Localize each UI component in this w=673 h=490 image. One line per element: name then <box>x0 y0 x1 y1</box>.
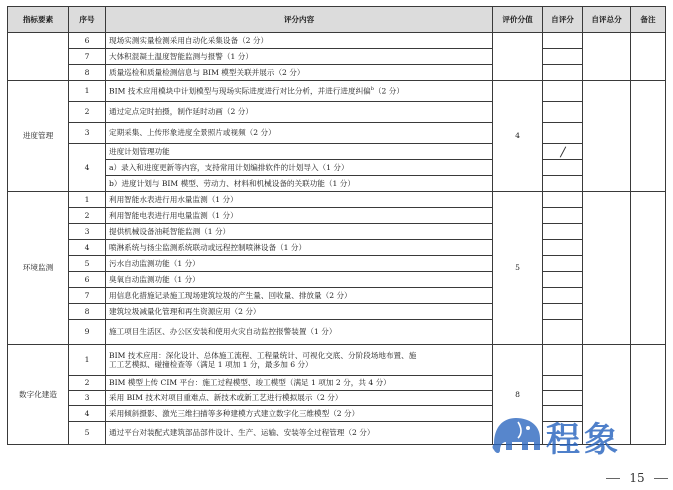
row-no: 4 <box>69 406 106 422</box>
row-no: 6 <box>69 272 106 288</box>
scoring-table <box>7 6 666 445</box>
row-no: 1 <box>69 192 106 208</box>
row-no: 8 <box>69 65 106 81</box>
row-content-score: （2 分） <box>373 86 404 96</box>
elephant-icon <box>488 406 544 456</box>
self-total-cell <box>583 33 631 81</box>
table-row <box>8 192 666 208</box>
table-row <box>8 376 666 391</box>
table-row <box>8 65 666 81</box>
row-content-line: BIM 技术应用：深化设计、总体施工流程、工程量统计、可视化交底、分阶段场地布置、施 <box>109 350 417 360</box>
factor-progress: 进度管理 <box>8 81 69 192</box>
row-no: 1 <box>69 345 106 376</box>
table-row <box>8 224 666 240</box>
self-score-cell <box>543 208 583 224</box>
footer-line-left <box>606 478 620 479</box>
self-score-cell <box>543 192 583 208</box>
header-remark: 备注 <box>631 7 666 33</box>
value-digital: 8 <box>493 345 543 445</box>
table-header-row <box>8 7 666 33</box>
table-row <box>8 176 666 192</box>
table-row <box>8 33 666 49</box>
row-no: 5 <box>69 422 106 445</box>
row-content: 利用智能电表进行用电量监测（1 分） <box>106 208 493 224</box>
row-no: 3 <box>69 224 106 240</box>
table-row <box>8 208 666 224</box>
row-no: 8 <box>69 304 106 320</box>
self-score-cell <box>543 288 583 304</box>
row-no: 2 <box>69 102 106 123</box>
self-score-slash-cell <box>543 144 583 160</box>
row-no: 6 <box>69 33 106 49</box>
remark-cell <box>631 192 666 345</box>
table-row <box>8 272 666 288</box>
self-score-cell <box>543 160 583 176</box>
remark-cell <box>631 33 666 81</box>
row-content: 污水自动监测功能（1 分） <box>106 256 493 272</box>
row-content: 喷淋系统与扬尘监测系统联动或远程控制喷淋设备（1 分） <box>106 240 493 256</box>
row-content: 现场实测实量检测采用自动化采集设备（2 分） <box>106 33 493 49</box>
self-score-cell <box>543 81 583 102</box>
header-no: 序号 <box>69 7 106 33</box>
row-content: 采用倾斜摄影、激光三维扫描等多种建模方式建立数字化三维模型（2 分） <box>106 406 493 422</box>
factor-environment: 环境监测 <box>8 192 69 345</box>
header-value: 评价分值 <box>493 7 543 33</box>
table-row <box>8 256 666 272</box>
header-factor: 指标要素 <box>8 7 69 33</box>
self-score-cell <box>543 102 583 123</box>
row-no: 7 <box>69 288 106 304</box>
self-total-cell <box>583 81 631 192</box>
row-content: 质量巡检和质量检测信息与 BIM 模型关联并展示（2 分） <box>106 65 493 81</box>
table-row <box>8 102 666 123</box>
row-content: 大体积混凝土温度智能监测与报警（1 分） <box>106 49 493 65</box>
row-content: 采用 BIM 技术对项目重难点、新技术或新工艺进行模拟展示（2 分） <box>106 391 493 406</box>
self-score-cell <box>543 320 583 345</box>
row-content-line: 工工艺模拟、碰撞检查等（满足 1 项加 1 分，最多加 6 分） <box>109 360 313 369</box>
watermark-logo <box>488 406 648 462</box>
row-content: 臭氧自动监测功能（1 分） <box>106 272 493 288</box>
table-row <box>8 144 666 160</box>
table-row <box>8 160 666 176</box>
self-score-cell <box>543 272 583 288</box>
self-score-cell <box>543 391 583 406</box>
factor-digital: 数字化建造 <box>8 345 69 445</box>
table-row <box>8 240 666 256</box>
table-row <box>8 81 666 102</box>
table-row <box>8 123 666 144</box>
footer-line-right <box>654 478 668 479</box>
self-score-cell <box>543 240 583 256</box>
row-no: 3 <box>69 391 106 406</box>
value-cell-quality <box>493 33 543 81</box>
self-score-cell <box>543 376 583 391</box>
self-score-cell <box>543 256 583 272</box>
row-content: 进度计划管理功能 <box>106 144 493 160</box>
header-content: 评分内容 <box>106 7 493 33</box>
row-content: 通过定点定时拍摄，制作延时动画（2 分） <box>106 102 493 123</box>
row-content: BIM 模型上传 CIM 平台：施工过程模型、竣工模型（满足 1 项加 2 分，共 4 分） <box>106 376 493 391</box>
header-self-score: 自评分 <box>543 7 583 33</box>
self-score-cell <box>543 65 583 81</box>
slash-mark-icon <box>559 146 566 157</box>
row-content: 定期采集、上传形象进度全景照片或视频（2 分） <box>106 123 493 144</box>
row-content: 用信息化措施记录施工现场建筑垃圾的产生量、回收量、排放量（2 分） <box>106 288 493 304</box>
self-score-cell <box>543 345 583 376</box>
row-content: b）进度计划与 BIM 模型、劳动力、材料和机械设备的关联功能（1 分） <box>106 176 493 192</box>
row-content: 建筑垃圾减量化管理和再生资源应用（2 分） <box>106 304 493 320</box>
remark-cell <box>631 81 666 192</box>
table-row <box>8 49 666 65</box>
row-content: a）录入和进度更新等内容，支持常用计划编排软件的计划导入（1 分） <box>106 160 493 176</box>
table-row <box>8 288 666 304</box>
self-score-cell <box>543 176 583 192</box>
row-no: 4 <box>69 144 106 192</box>
row-content: 提供机械设备油耗智能监测（1 分） <box>106 224 493 240</box>
row-content-text: BIM 技术应用模块中计划模型与现场实际进度进行对比分析，并进行进度纠偏 <box>109 86 371 96</box>
watermark-text: 程象 <box>546 420 622 460</box>
self-score-cell <box>543 49 583 65</box>
row-no: 4 <box>69 240 106 256</box>
table-row <box>8 345 666 376</box>
self-score-cell <box>543 123 583 144</box>
table-row <box>8 304 666 320</box>
value-environment: 5 <box>493 192 543 345</box>
row-content: 通过平台对装配式建筑部品部件设计、生产、运输、安装等全过程管理（2 分） <box>106 422 493 445</box>
table-row <box>8 391 666 406</box>
footnote-mark: b <box>370 86 374 93</box>
self-score-cell <box>543 33 583 49</box>
row-content <box>106 345 493 376</box>
factor-cell-quality <box>8 33 69 81</box>
table-row <box>8 320 666 345</box>
row-no: 9 <box>69 320 106 345</box>
self-score-cell <box>543 224 583 240</box>
row-content: 施工项目生活区、办公区安装和使用火灾自动监控报警装置（1 分） <box>106 320 493 345</box>
page-number: 15 <box>629 471 645 485</box>
row-no: 3 <box>69 123 106 144</box>
self-score-cell <box>543 304 583 320</box>
header-self-total: 自评总分 <box>583 7 631 33</box>
self-total-cell <box>583 192 631 345</box>
row-no: 7 <box>69 49 106 65</box>
row-no: 2 <box>69 208 106 224</box>
row-no: 2 <box>69 376 106 391</box>
row-content: 利用智能水表进行用水量监测（1 分） <box>106 192 493 208</box>
row-no: 1 <box>69 81 106 102</box>
row-content <box>106 81 493 102</box>
row-no: 5 <box>69 256 106 272</box>
value-progress: 4 <box>493 81 543 192</box>
